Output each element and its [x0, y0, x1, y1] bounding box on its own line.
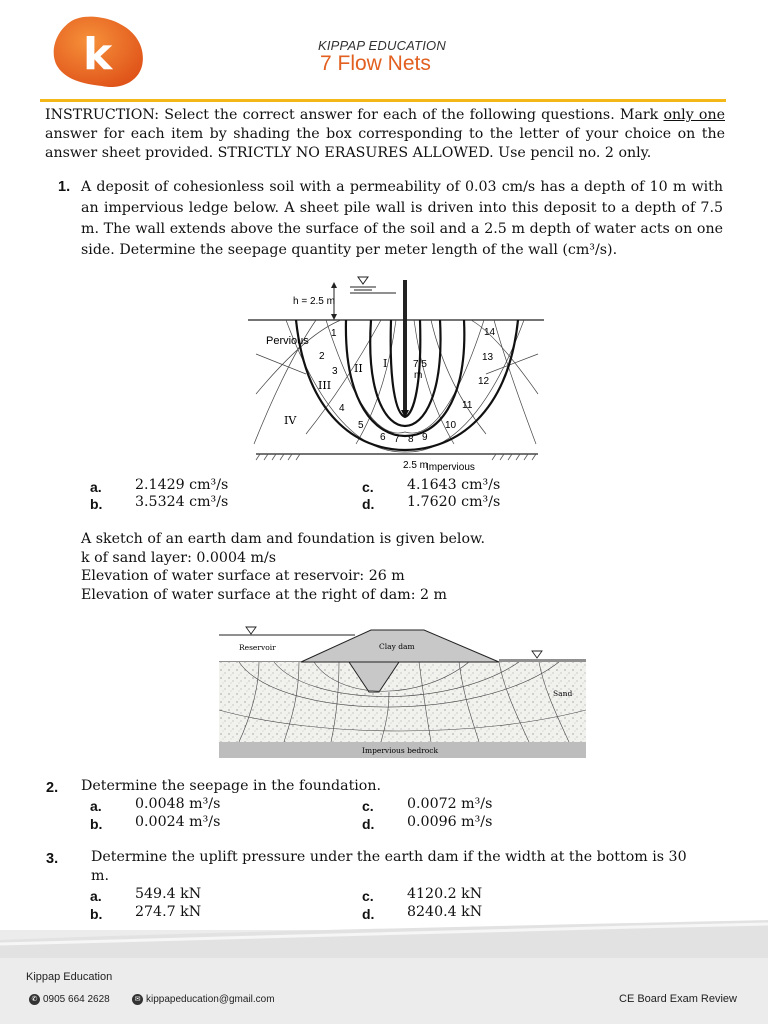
option-letter-c: c.: [362, 888, 374, 904]
option-value-b: 3.5324 cm³/s: [135, 494, 229, 510]
svg-text:2.5 m: 2.5 m: [403, 460, 429, 471]
sheet-pile-flow-net-figure: [246, 274, 546, 479]
svg-text:7: 7: [394, 434, 400, 445]
svg-text:k: k: [83, 29, 113, 80]
svg-text:h = 2.5 m: h = 2.5 m: [293, 296, 335, 307]
svg-text:11: 11: [462, 400, 473, 411]
svg-text:m: m: [414, 370, 423, 381]
dam-context: [81, 530, 485, 604]
context-line: Elevation of water surface at the right of dam: 2 m: [81, 586, 447, 603]
context-line: Elevation of water surface at reservoir: 26 m: [81, 568, 405, 584]
svg-text:4: 4: [339, 403, 345, 414]
chat-icon: ✉: [132, 994, 143, 1005]
option-value-a: 549.4 kN: [135, 886, 202, 902]
svg-text:7.5: 7.5: [413, 359, 427, 370]
svg-text:II: II: [354, 362, 363, 375]
option-letter-b: b.: [90, 496, 103, 512]
svg-text:Pervious: Pervious: [266, 335, 309, 347]
option-value-a: 0.0048 m³/s: [135, 796, 221, 812]
page-title: 7 Flow Nets: [320, 52, 431, 75]
option-value-b: 0.0024 m³/s: [135, 814, 221, 830]
context-line: k of sand layer: 0.0004 m/s: [81, 549, 277, 566]
svg-text:1: 1: [331, 328, 337, 339]
option-letter-c: c.: [362, 798, 374, 814]
option-value-b: 274.7 kN: [135, 904, 202, 920]
option-letter-d: d.: [362, 496, 375, 512]
option-letter-a: a.: [90, 479, 102, 495]
svg-text:Clay dam: Clay dam: [379, 642, 415, 651]
option-value-a: 2.1429 cm³/s: [135, 477, 229, 493]
svg-text:14: 14: [484, 327, 496, 338]
question-text: A deposit of cohesionless soil with a permeability of 0.03 cm/s has a depth of 10 m with an impervious ledge below. A sheet pile wall is driven into this deposit to a depth of 7.5 m. The wall extends above the surface of the soil and a 2.5 m depth of water acts on one side. Determine the seepage quantity per meter length of the wall (cm³/s).: [81, 179, 723, 258]
question-number: 1.: [58, 179, 71, 195]
option-value-d: 1.7620 cm³/s: [407, 494, 501, 510]
footer-email: kippapeducation@gmail.com: [146, 994, 275, 1005]
header-rule: [40, 99, 726, 102]
svg-text:5: 5: [358, 420, 364, 431]
option-letter-d: d.: [362, 906, 375, 922]
option-letter-b: b.: [90, 906, 103, 922]
svg-text:12: 12: [478, 376, 490, 387]
svg-text:Impervious: Impervious: [426, 462, 475, 473]
brand-name: KIPPAP EDUCATION: [318, 38, 446, 53]
svg-text:I: I: [383, 357, 388, 370]
svg-text:13: 13: [482, 352, 494, 363]
svg-text:10: 10: [445, 420, 457, 431]
footer-phone: 0905 664 2628: [43, 994, 110, 1005]
svg-text:8: 8: [408, 434, 414, 445]
svg-text:6: 6: [380, 432, 386, 443]
svg-text:3: 3: [332, 366, 338, 377]
option-value-c: 4120.2 kN: [407, 886, 483, 902]
svg-text:2: 2: [319, 351, 325, 362]
option-letter-a: a.: [90, 798, 102, 814]
footer-review: CE Board Exam Review: [619, 993, 737, 1005]
svg-text:9: 9: [422, 432, 428, 443]
svg-text:III: III: [318, 379, 332, 392]
option-value-d: 8240.4 kN: [407, 904, 483, 920]
question-number: 2.: [46, 780, 59, 796]
svg-text:Impervious bedrock: Impervious bedrock: [362, 746, 438, 755]
footer-curve: [0, 918, 768, 958]
question-text: Determine the uplift pressure under the earth dam if the width at the bottom is 30: [91, 849, 687, 865]
option-letter-b: b.: [90, 816, 103, 832]
earth-dam-figure: [219, 620, 586, 758]
phone-icon: ✆: [29, 994, 40, 1005]
option-letter-c: c.: [362, 479, 374, 495]
question-number: 3.: [46, 851, 59, 867]
option-value-c: 0.0072 m³/s: [407, 796, 493, 812]
question-text: Determine the seepage in the foundation.: [81, 778, 381, 794]
svg-text:Sand: Sand: [553, 689, 573, 698]
option-letter-a: a.: [90, 888, 102, 904]
question-text-continued: m.: [91, 868, 109, 884]
instruction-text: INSTRUCTION: Select the correct answer for each of the following questions. Mark only one answer for each item by shading the box corresponding to the letter of your choice on the answer sheet provided. STRICTLY NO ERASURES ALLOWED. Use pencil no. 2 only.: [45, 107, 725, 161]
option-value-d: 0.0096 m³/s: [407, 814, 493, 830]
context-line: A sketch of an earth dam and foundation is given below.: [81, 531, 485, 547]
svg-text:Reservoir: Reservoir: [239, 643, 276, 652]
kippap-logo: [50, 14, 146, 90]
option-value-c: 4.1643 cm³/s: [407, 477, 501, 493]
svg-text:IV: IV: [284, 414, 297, 427]
option-letter-d: d.: [362, 816, 375, 832]
footer-company: Kippap Education: [26, 971, 113, 983]
